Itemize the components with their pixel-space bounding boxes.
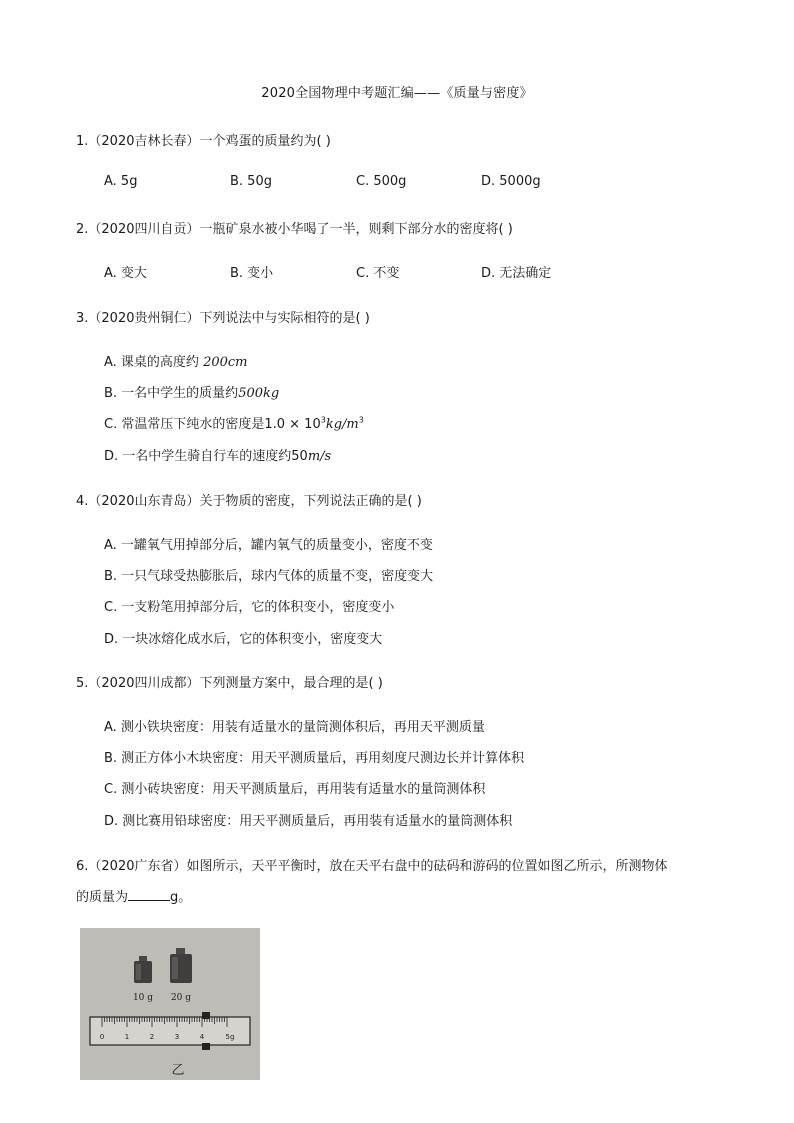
question-number: 5. <box>76 676 89 691</box>
question-source: （2020四川成都） <box>88 676 200 691</box>
weight-20g <box>170 948 192 983</box>
option-b: B. 一只气球受热膨胀后，球内气体的质量不变，密度变大 <box>104 569 434 584</box>
option-text: C. 常温常压下纯水的密度是1.0 × 10 <box>104 417 321 432</box>
scale-label: 3 <box>174 1033 180 1041</box>
question-stem: g。 <box>170 890 192 905</box>
question-number: 1. <box>76 134 89 149</box>
question-source: （2020吉林长春） <box>88 134 200 149</box>
option-b: B. 变小 <box>230 266 274 281</box>
option-unit-exponent: 3 <box>358 415 364 425</box>
option-c: C. 一支粉笔用掉部分后，它的体积变小，密度变小 <box>104 600 395 615</box>
option-d: D. 测比赛用铅球密度：用天平测质量后，再用装有适量水的量筒测体积 <box>104 814 513 829</box>
question-stem: 下列测量方案中，最合理的是( ) <box>199 676 383 691</box>
question-4 <box>76 490 422 509</box>
question-source: （2020广东省） <box>88 859 187 874</box>
scale-label: 1 <box>124 1033 130 1041</box>
scale-label: 2 <box>149 1033 155 1041</box>
figure-caption: 乙 <box>171 1063 185 1078</box>
option-exponent: 3 <box>320 415 326 425</box>
option-value: 500kg <box>238 386 280 401</box>
scale-label: 4 <box>199 1033 205 1041</box>
option-b <box>104 382 279 401</box>
option-a <box>104 351 248 370</box>
weight-20g-label: 20 g <box>170 993 192 1003</box>
question-source: （2020四川自贡） <box>88 222 200 237</box>
question-stem: 关于物质的密度，下列说法正确的是( ) <box>199 494 422 509</box>
option-b: B. 50g <box>230 174 272 189</box>
option-c: C. 不变 <box>356 266 400 281</box>
option-text: A. 课桌的高度约 <box>104 355 199 370</box>
option-d: D. 一块冰熔化成水后，它的体积变小，密度变大 <box>104 632 383 647</box>
weight-10g-label: 10 g <box>132 993 154 1003</box>
question-number: 3. <box>76 311 89 326</box>
option-a: A. 变大 <box>104 266 147 281</box>
option-d <box>104 445 331 464</box>
balance-figure <box>80 928 260 1080</box>
page-title: 2020全国物理中考题汇编——《质量与密度》 <box>261 86 533 101</box>
option-c <box>104 413 364 432</box>
rider-bottom <box>202 1043 210 1050</box>
question-stem: 的质量为 <box>76 890 129 905</box>
question-stem: 下列说法中与实际相符的是( ) <box>199 311 370 326</box>
question-source: （2020贵州铜仁） <box>88 311 200 326</box>
option-d: D. 无法确定 <box>481 266 552 281</box>
option-b: B. 测正方体小木块密度：用天平测质量后，再用刻度尺测边长并计算体积 <box>104 751 525 766</box>
option-unit: kg/m <box>325 417 359 432</box>
question-5 <box>76 672 383 691</box>
rider-top <box>202 1012 210 1019</box>
option-c: C. 500g <box>356 174 407 189</box>
option-a: A. 测小铁块密度：用装有适量水的量筒测体积后，再用天平测质量 <box>104 720 485 735</box>
option-a: A. 5g <box>104 174 138 189</box>
option-value: 200cm <box>203 355 248 370</box>
balance-figure-svg <box>80 928 260 1080</box>
option-unit: m/s <box>307 449 332 464</box>
question-stem: 一瓶矿泉水被小华喝了一半，则剩下部分水的密度将( ) <box>199 222 513 237</box>
question-stem: 如图所示，天平平衡时，放在天平右盘中的砝码和游码的位置如图乙所示，所测物体 <box>186 859 668 874</box>
question-2 <box>76 218 513 237</box>
question-number: 4. <box>76 494 89 509</box>
scale-label: 5g <box>225 1033 235 1041</box>
question-number: 6. <box>76 859 89 874</box>
option-text: B. 一名中学生的质量约 <box>104 386 239 401</box>
question-3 <box>76 307 370 326</box>
question-stem: 一个鸡蛋的质量约为( ) <box>199 134 331 149</box>
option-c: C. 测小砖块密度：用天平测质量后，再用装有适量水的量筒测体积 <box>104 782 486 797</box>
question-number: 2. <box>76 222 89 237</box>
option-a: A. 一罐氧气用掉部分后，罐内氧气的质量变小，密度不变 <box>104 538 433 553</box>
question-1 <box>76 130 331 149</box>
question-source: （2020山东青岛） <box>88 494 200 509</box>
question-6 <box>76 855 668 874</box>
answer-blank <box>128 888 170 901</box>
option-text: D. 一名中学生骑自行车的速度约50 <box>104 449 308 464</box>
option-d: D. 5000g <box>481 174 541 189</box>
weight-10g <box>134 956 152 983</box>
scale-label: 0 <box>99 1033 105 1041</box>
question-6-line-2 <box>76 886 191 905</box>
